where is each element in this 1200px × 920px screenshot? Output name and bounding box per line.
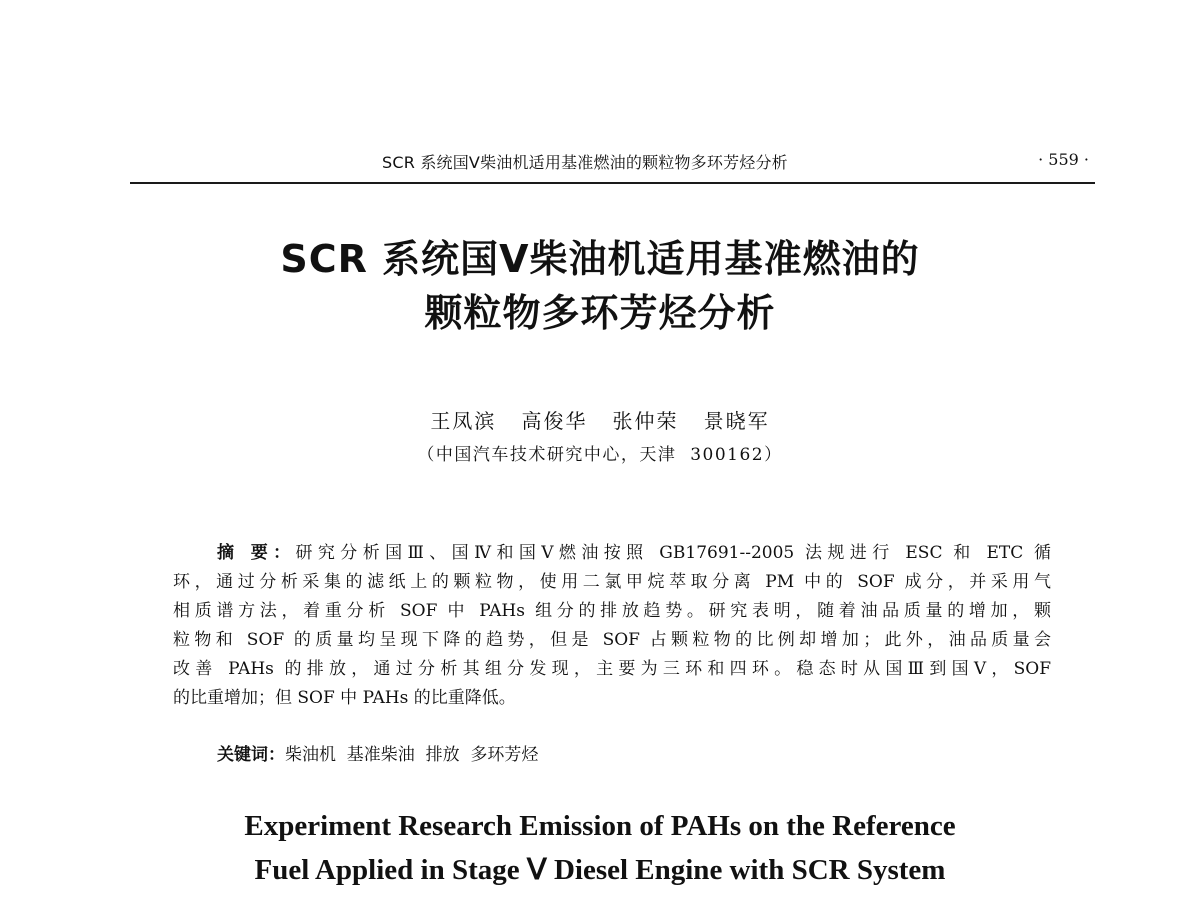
chinese-title-line-1: SCR 系统国Ⅴ柴油机适用基准燃油的 bbox=[280, 237, 920, 281]
abstract-line: 的比重增加；但 SOF 中 PAHs 的比重降低。 bbox=[173, 688, 516, 708]
running-header bbox=[130, 146, 1095, 184]
abstract-label: 摘 要： bbox=[217, 543, 296, 563]
keywords bbox=[217, 740, 538, 765]
abstract-line: 环，通过分析采集的滤纸上的颗粒物，使用二氯甲烷萃取分离 PM 中的 SOF 成分，并采用气 bbox=[173, 572, 1051, 592]
abstract-line: 相质谱方法，着重分析 SOF 中 PAHs 组分的排放趋势。研究表明，随着油品质量的增加，颗 bbox=[173, 601, 1051, 621]
keywords-text: 柴油机 基准柴油 排放 多环芳烃 bbox=[285, 745, 539, 765]
authors: 王凤滨 高俊华 张仲荣 景晓军 bbox=[430, 409, 770, 433]
english-title-line-1: Experiment Research Emission of PAHs on the Reference bbox=[244, 810, 956, 842]
running-title: SCR 系统国Ⅴ柴油机适用基准燃油的颗粒物多环芳烃分析 bbox=[382, 153, 788, 172]
chinese-title-line-2: 颗粒物多环芳烃分析 bbox=[424, 291, 776, 335]
abstract-line: 改善 PAHs 的排放，通过分析其组分发现，主要为三环和四环。稳态时从国Ⅲ到国Ⅴ，SOF bbox=[173, 659, 1051, 679]
abstract bbox=[173, 539, 1051, 713]
abstract-line bbox=[173, 539, 1051, 568]
keywords-label: 关键词： bbox=[217, 745, 285, 765]
abstract-line: 粒物和 SOF 的质量均呈现下降的趋势，但是 SOF 占颗粒物的比例却增加；此外，油品质量会 bbox=[173, 630, 1051, 650]
affiliation: （中国汽车技术研究中心，天津 300162） bbox=[417, 445, 783, 465]
abstract-line-text: 研究分析国Ⅲ、国Ⅳ和国Ⅴ燃油按照 GB17691--2005 法规进行 ESC 和 ETC 循 bbox=[295, 543, 1051, 563]
english-title-line-2: Fuel Applied in Stage Ⅴ Diesel Engine with SCR System bbox=[254, 854, 946, 886]
page-number: · 559 · bbox=[1038, 150, 1089, 169]
